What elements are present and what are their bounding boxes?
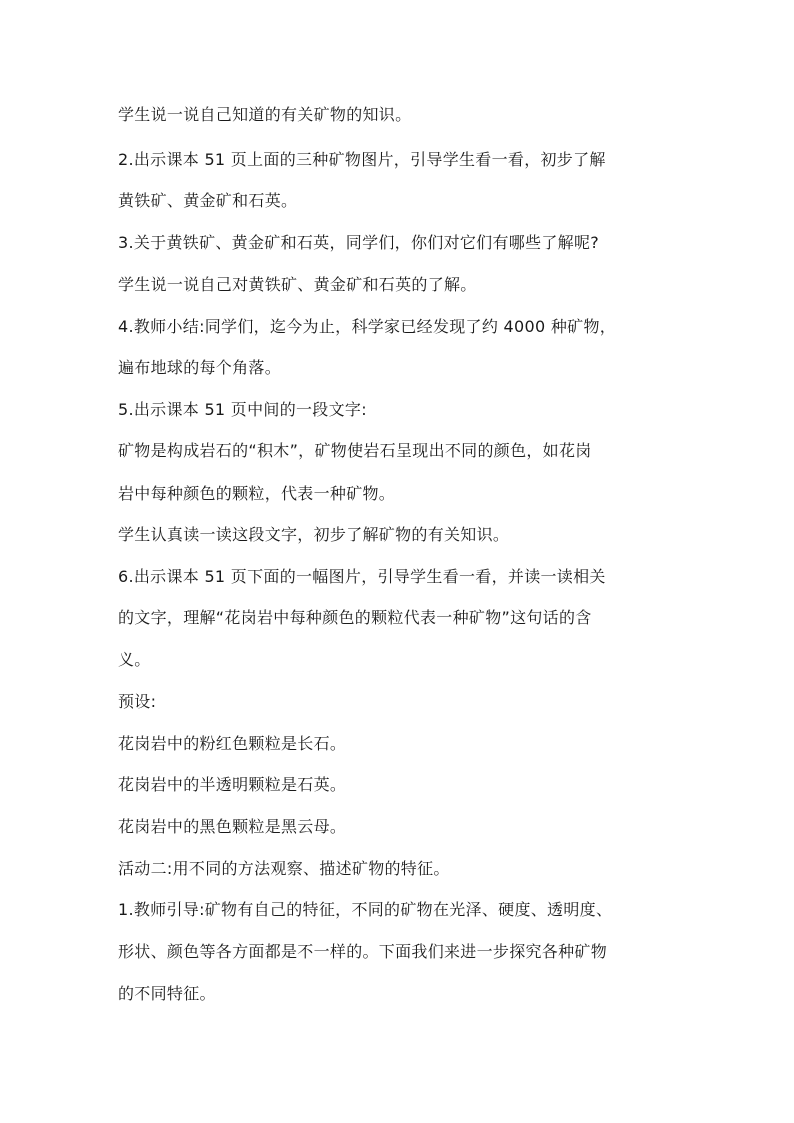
text-line: 花岗岩中的半透明颗粒是石英。	[118, 775, 347, 794]
text-line: 花岗岩中的粉红色颗粒是长石。	[118, 734, 347, 753]
text-line: 活动二:用不同的方法观察、描述矿物的特征。	[118, 859, 450, 878]
text-line: 形状、颜色等各方面都是不一样的。下面我们来进一步探究各种矿物	[118, 942, 608, 961]
text-line: 1.教师引导:矿物有自己的特征，不同的矿物在光泽、硬度、透明度、	[118, 900, 613, 919]
text-line: 的不同特征。	[118, 984, 216, 1003]
text-line: 黄铁矿、黄金矿和石英。	[118, 191, 298, 210]
text-line: 3.关于黄铁矿、黄金矿和石英，同学们，你们对它们有哪些了解呢?	[118, 233, 600, 252]
text-line: 学生说一说自己知道的有关矿物的知识。	[118, 105, 412, 124]
text-line: 4.教师小结:同学们，迄今为止，科学家已经发现了约 4000 种矿物，	[118, 317, 617, 336]
text-line: 的文字，理解“花岗岩中每种颜色的颗粒代表一种矿物”这句话的含	[118, 608, 592, 627]
text-line: 2.出示课本 51 页上面的三种矿物图片，引导学生看一看，初步了解	[118, 150, 606, 169]
text-line: 5.出示课本 51 页中间的一段文字:	[118, 400, 367, 419]
text-line: 义。	[118, 650, 151, 669]
text-line: 花岗岩中的黑色颗粒是黑云母。	[118, 817, 347, 836]
text-line: 学生说一说自己对黄铁矿、黄金矿和石英的了解。	[118, 275, 477, 294]
text-line: 岩中每种颜色的颗粒，代表一种矿物。	[118, 484, 396, 503]
text-line: 遍布地球的每个角落。	[118, 358, 282, 377]
text-line: 学生认真读一读这段文字，初步了解矿物的有关知识。	[118, 525, 510, 544]
text-line: 矿物是构成岩石的“积木”，矿物使岩石呈现出不同的颜色，如花岗	[118, 441, 592, 460]
text-line: 6.出示课本 51 页下面的一幅图片，引导学生看一看，并读一读相关	[118, 567, 606, 586]
text-line: 预设:	[118, 692, 157, 711]
